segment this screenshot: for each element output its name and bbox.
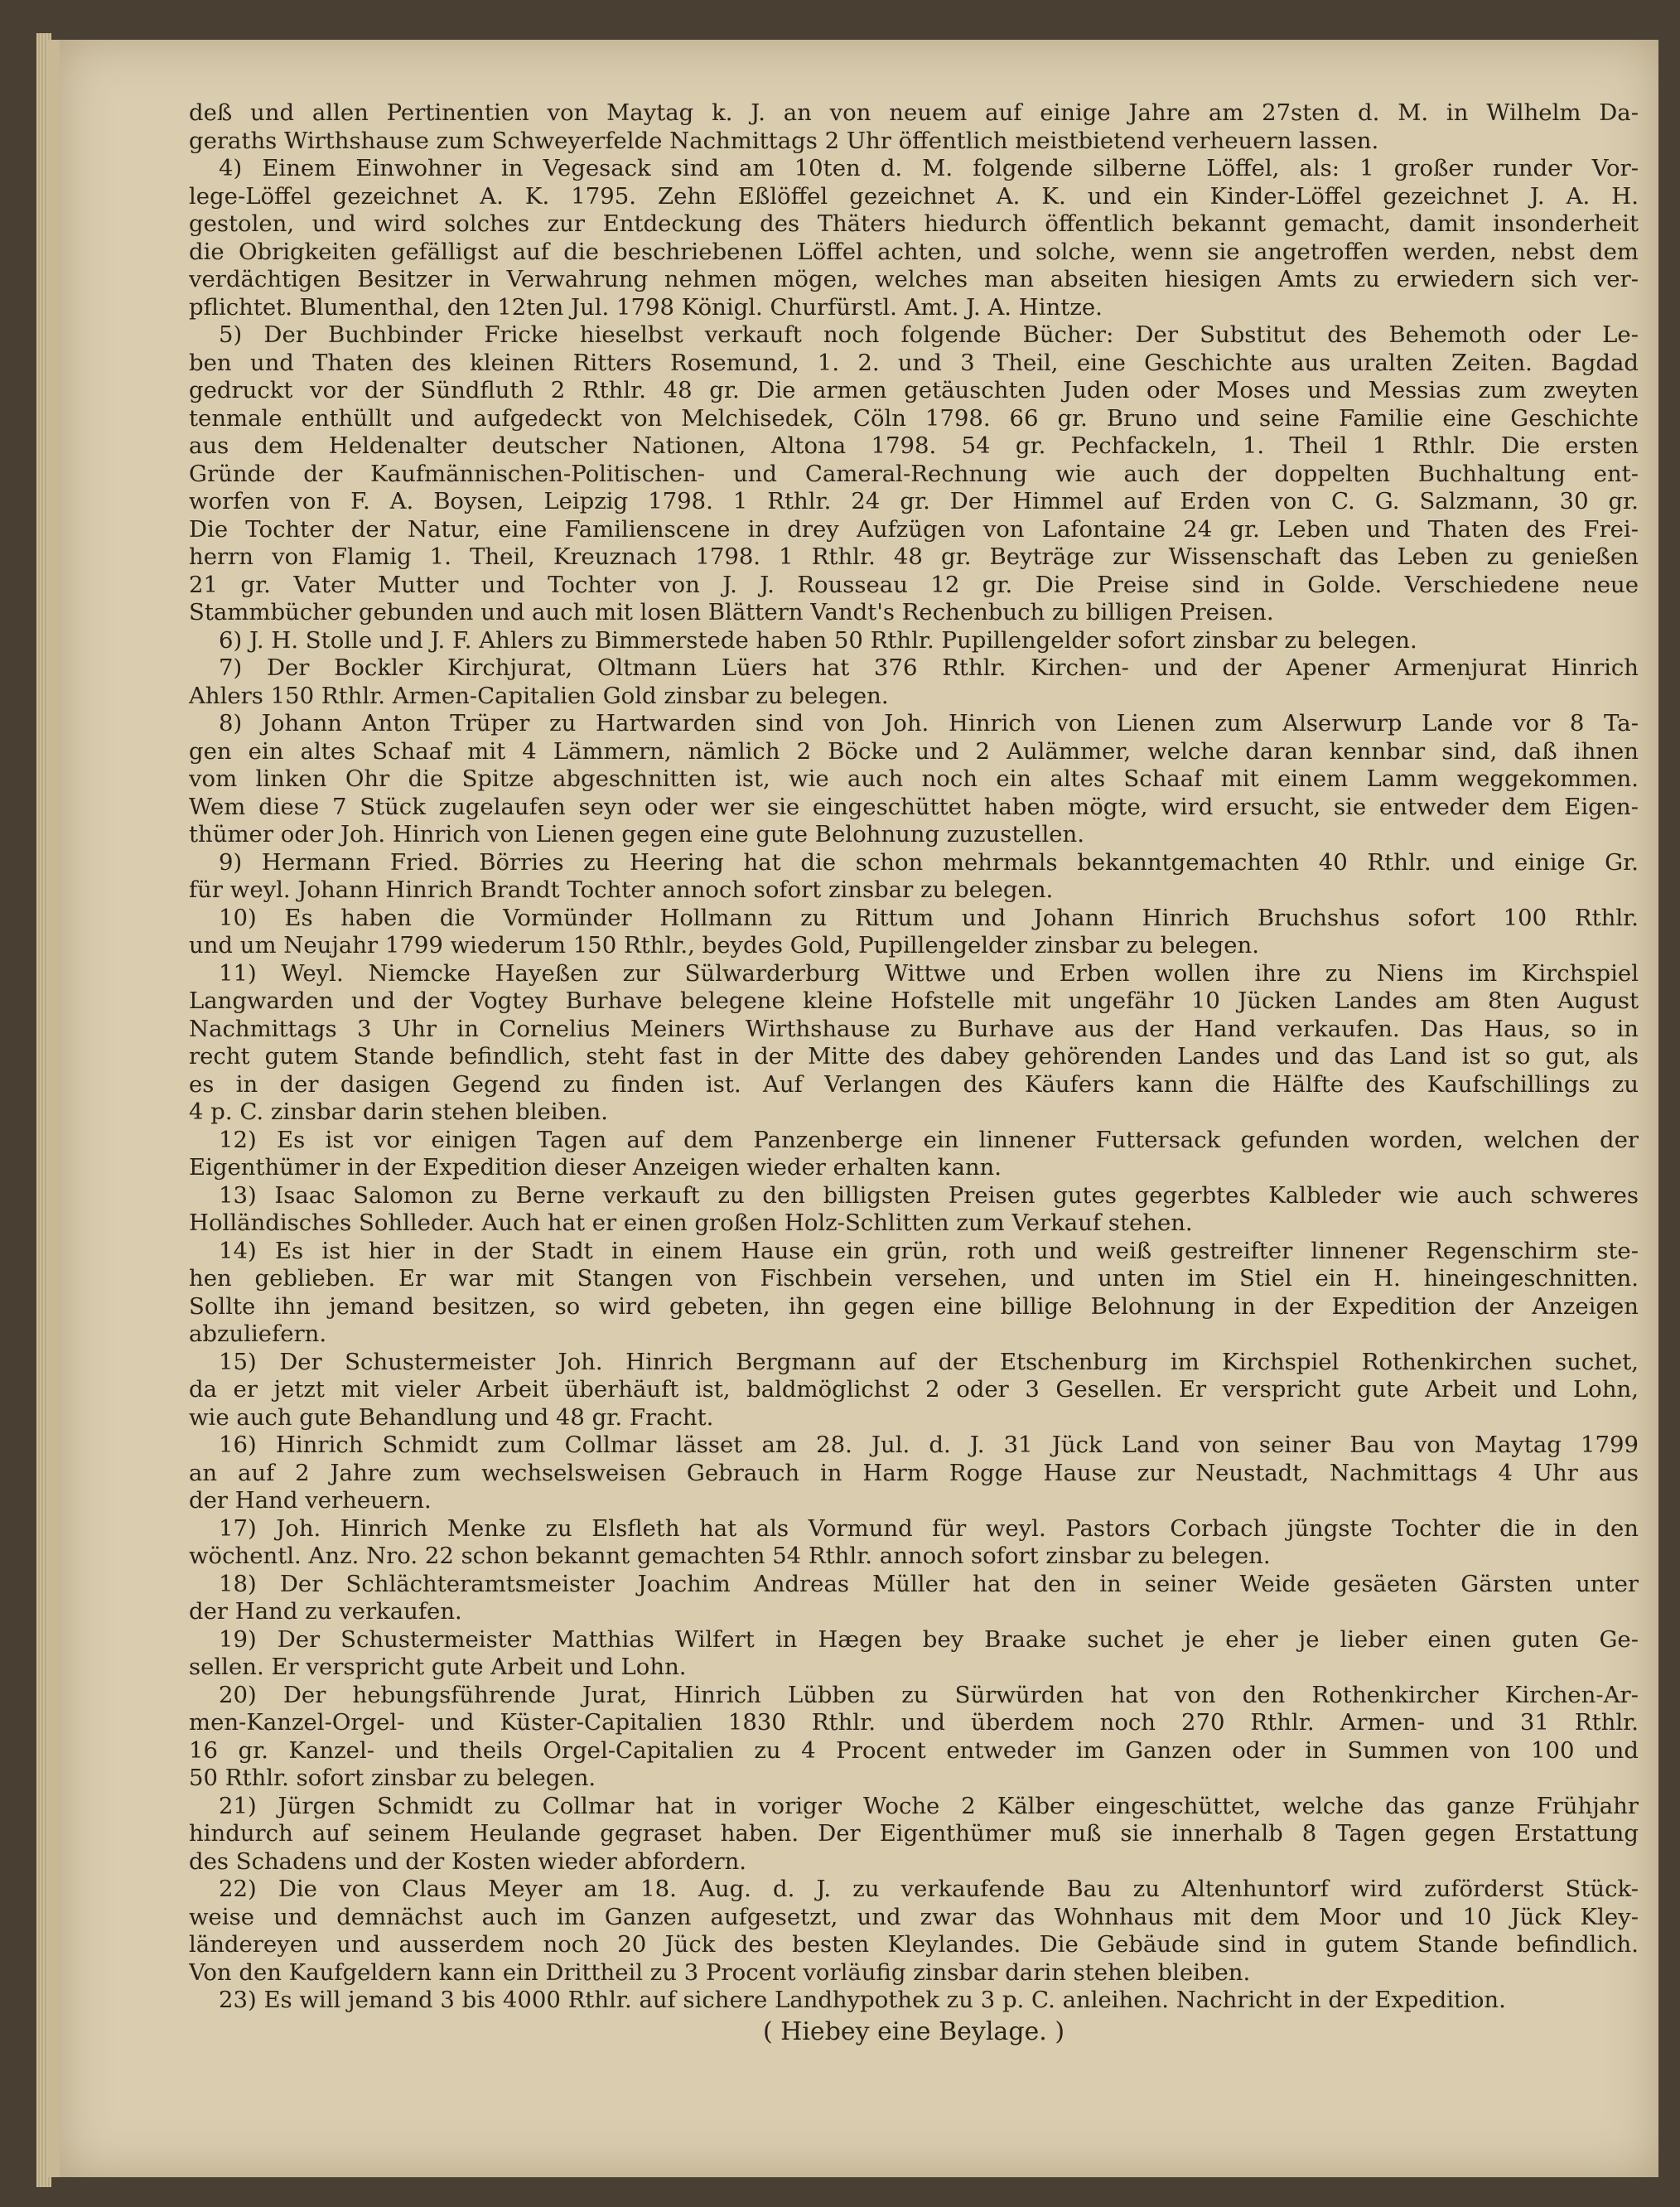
text-line: 6) J. H. Stolle und J. F. Ahlers zu Bimmerstede haben 50 Rthlr. Pupillengelder sofort zinsbar zu belegen. [219,626,1417,654]
text-line: Langwarden und der Vogtey Burhave belegene kleine Hofstelle mit ungefähr 10 Jücken Landes am 8ten August [189,988,1639,1014]
text-line: worfen von F. A. Boysen, Leipzig 1798. 1 Rthlr. 24 gr. Der Himmel auf Erden von C. G. Salzmann, 30 gr. [189,488,1639,514]
notice-paragraph [189,710,1639,849]
notice-paragraph [189,1626,1639,1682]
notice-paragraph [189,905,1639,960]
notice-paragraph [189,99,1639,155]
text-line: 9) Hermann Fried. Börries zu Heering hat die schon mehrmals bekanntgemachten 40 Rthlr. und einige Gr. [219,848,1639,876]
notice-paragraph [189,1987,1639,2015]
notice-paragraph [189,627,1639,655]
text-line: und um Neujahr 1799 wiederum 150 Rthlr., beydes Gold, Pupillengelder zinsbar zu belegen. [189,932,1259,959]
text-line: Sollte ihn jemand besitzen, so wird gebeten, ihn gegen eine billige Belohnung in der Expedition der Anzeigen [189,1292,1639,1320]
text-line: ben und Thaten des kleinen Ritters Rosemund, 1. 2. und 3 Theil, eine Geschichte aus uralten Zeiten. Bagdad [189,349,1639,376]
text-line: men-Kanzel-Orgel- und Küster-Capitalien 1830 Rthlr. und überdem noch 270 Rthlr. Armen- und 31 Rthlr. [189,1709,1639,1736]
notice-paragraph [189,1432,1639,1515]
text-line: verdächtigen Besitzer in Verwahrung nehmen mögen, welches man abseiten hiesigen Amts zu erwiedern sich ver- [189,266,1639,292]
text-line: an auf 2 Jahre zum wechselsweisen Gebrauch in Harm Rogge Hause zur Neustadt, Nachmittags 4 Uhr aus [189,1459,1639,1486]
text-line: aus dem Heldenalter deutscher Nationen, Altona 1798. 54 gr. Pechfackeln, 1. Theil 1 Rthlr. Die ersten [189,432,1639,459]
text-line: 4 p. C. zinsbar darin stehen bleiben. [189,1099,608,1125]
text-line: 7) Der Bockler Kirchjurat, Oltmann Lüers hat 376 Rthlr. Kirchen- und der Apener Armenjurat Hinrich [219,654,1639,681]
text-line: Von den Kaufgeldern kann ein Drittheil zu 3 Procent vorläufig zinsbar darin stehen bleiben. [189,1958,1251,1986]
text-line: Wem diese 7 Stück zugelaufen seyn oder wer sie eingeschüttet haben mögte, wird ersucht, sie entweder dem Eigen- [189,793,1639,820]
notice-paragraph [189,1127,1639,1182]
text-line: vom linken Ohr die Spitze abgeschnitten ist, wie auch noch ein altes Schaaf mit einem Lamm weggekommen. [189,765,1639,792]
text-line: 13) Isaac Salomon zu Berne verkauft zu den billigsten Preisen gutes gegerbtes Kalbleder wie auch schweres [219,1181,1639,1209]
text-line: lege-Löffel gezeichnet A. K. 1795. Zehn Eßlöffel gezeichnet A. K. und ein Kinder-Löffel gezeichnet J. A. H. [189,182,1639,210]
text-line: der Hand verheuern. [189,1487,432,1514]
text-line: Die Tochter der Natur, eine Familienscene in drey Aufzügen von Lafontaine 24 gr. Leben und Thaten des Frei- [189,515,1639,543]
text-line: 22) Die von Claus Meyer am 18. Aug. d. J. zu verkaufende Bau zu Altenhuntorf wird zuförderst Stück- [219,1876,1639,1902]
text-line: 21) Jürgen Schmidt zu Collmar hat in voriger Woche 2 Kälber eingeschüttet, welche das ganze Frühjahr [219,1792,1639,1819]
text-line: ländereyen und ausserdem noch 20 Jück des besten Kleylandes. Die Gebäude sind in gutem Stande befindlich. [189,1931,1639,1958]
text-line: sellen. Er verspricht gute Arbeit und Lohn. [189,1654,687,1680]
text-line: 12) Es ist vor einigen Tagen auf dem Panzenberge ein linnener Futtersack gefunden worden, welchen der [219,1126,1639,1153]
text-line: gen ein altes Schaaf mit 4 Lämmern, nämlich 2 Böcke und 2 Aulämmer, welche daran kennbar sind, daß ihnen [189,737,1639,765]
notice-paragraph [189,321,1639,627]
text-line: gedruckt vor der Sündfluth 2 Rthlr. 48 gr. Die armen getäuschten Juden oder Moses und Messias zum zweyten [189,377,1639,403]
notice-paragraph [189,1515,1639,1571]
text-line: Gründe der Kaufmännischen-Politischen- und Cameral-Rechnung wie auch der doppelten Buchhaltung ent- [189,460,1639,487]
notice-paragraph [189,654,1639,710]
text-line: des Schadens und der Kosten wieder abfordern. [189,1847,747,1875]
notice-paragraph [189,155,1639,321]
notice-paragraph [189,1682,1639,1793]
text-line: 5) Der Buchbinder Fricke hieselbst verkauft noch folgende Bücher: Der Substitut des Behemoth oder Le- [219,321,1639,348]
text-line: 23) Es will jemand 3 bis 4000 Rthlr. auf sichere Landhypothek zu 3 p. C. anleihen. Nachricht in der Expedition. [219,1987,1506,2013]
text-line: 18) Der Schlächteramtsmeister Joachim Andreas Müller hat den in seiner Weide gesäeten Gärsten unter [219,1570,1639,1597]
text-line: wöchentl. Anz. Nro. 22 schon bekannt gemachten 54 Rthlr. annoch sofort zinsbar zu belegen. [189,1543,1271,1569]
text-line: 20) Der hebungsführende Jurat, Hinrich Lübben zu Sürwürden hat von den Rothenkircher Kirchen-Ar- [219,1681,1639,1708]
text-line: 4) Einem Einwohner in Vegesack sind am 10ten d. M. folgende silberne Löffel, als: 1 großer runder Vor- [219,155,1639,181]
text-line: hen geblieben. Er war mit Stangen von Fischbein versehen, und unten im Stiel ein H. hineingeschnitten. [189,1265,1639,1292]
text-line: 16 gr. Kanzel- und theils Orgel-Capitalien zu 4 Procent entweder im Ganzen oder in Summen von 100 und [189,1736,1639,1764]
text-line: der Hand zu verkaufen. [189,1598,462,1625]
text-line: 10) Es haben die Vormünder Hollmann zu Rittum und Johann Hinrich Bruchshus sofort 100 Rthlr. [219,904,1639,931]
text-line: die Obrigkeiten gefälligst auf die beschriebenen Löffel achten, und solche, wenn sie angetroffen werden, nebst dem [189,238,1639,265]
text-line: weise und demnächst auch im Ganzen aufgesetzt, und zwar das Wohnhaus mit dem Moor und 10 Jück Kley- [189,1903,1639,1930]
notice-paragraph [189,849,1639,905]
text-line: 11) Weyl. Niemcke Hayeßen zur Sülwarderburg Wittwe und Erben wollen ihre zu Niens im Kirchspiel [219,959,1639,987]
paragraph-list [189,99,1639,2015]
notice-paragraph [189,1793,1639,1876]
text-line: wie auch gute Behandlung und 48 gr. Fracht. [189,1403,714,1431]
text-line: hindurch auf seinem Heulande gegraset haben. Der Eigenthümer muß sie innerhalb 8 Tagen gegen Erstattung [189,1820,1639,1847]
text-line: pflichtet. Blumenthal, den 12ten Jul. 1798 Königl. Churfürstl. Amt. J. A. Hintze. [189,293,1103,321]
text-line: thümer oder Joh. Hinrich von Lienen gegen eine gute Belohnung zuzustellen. [189,821,1084,848]
text-line: da er jetzt mit vieler Arbeit überhäuft ist, baldmöglichst 2 oder 3 Gesellen. Er verspricht gute Arbeit und Lohn, [189,1376,1639,1403]
page-text [189,99,1639,2045]
notice-paragraph [189,1876,1639,1987]
text-line: für weyl. Johann Hinrich Brandt Tochter annoch sofort zinsbar zu belegen. [189,877,1054,903]
notice-paragraph [189,1182,1639,1238]
notice-paragraph [189,1238,1639,1349]
text-line: Holländisches Sohlleder. Auch hat er einen großen Holz-Schlitten zum Verkauf stehen. [189,1210,1193,1236]
text-line: Eigenthümer in der Expedition dieser Anzeigen wieder erhalten kann. [189,1154,1002,1181]
text-line: recht gutem Stande befindlich, steht fast in der Mitte des dabey gehörenden Landes und das Land ist so gut, als [189,1043,1639,1070]
text-line: Nachmittags 3 Uhr in Cornelius Meiners Wirthshause zu Burhave aus der Hand verkaufen. Das Haus, so in [189,1015,1639,1042]
text-line: Stammbücher gebunden und auch mit losen Blättern Vandt's Rechenbuch zu billigen Preisen. [189,599,1274,625]
text-line: 14) Es ist hier in der Stadt in einem Hause ein grün, roth und weiß gestreifter linnener Regenschirm ste- [219,1237,1639,1264]
text-line: 8) Johann Anton Trüper zu Hartwarden sind von Joh. Hinrich von Lienen zum Alserwurp Lande vor 8 Ta- [219,710,1639,736]
text-line: 16) Hinrich Schmidt zum Collmar lässet am 28. Jul. d. J. 31 Jück Land von seiner Bau von Maytag 1799 [219,1432,1639,1458]
notice-paragraph [189,960,1639,1127]
text-line: 19) Der Schustermeister Matthias Wilfert in Hægen bey Braake suchet je eher je lieber einen guten Ge- [219,1625,1639,1653]
text-line: herrn von Flamig 1. Theil, Kreuznach 1798. 1 Rthlr. 48 gr. Beyträge zur Wissenschaft das Leben zu genießen [189,543,1639,570]
text-line: abzuliefern. [189,1321,327,1347]
text-line: geraths Wirthshause zum Schweyerfelde Nachmittags 2 Uhr öffentlich meistbietend verheuern lassen. [189,127,1379,154]
text-line: 21 gr. Vater Mutter und Tochter von J. J. Rousseau 12 gr. Die Preise sind in Golde. Verschiedene neue [189,571,1639,598]
text-line: 17) Joh. Hinrich Menke zu Elsfleth hat als Vormund für weyl. Pastors Corbach jüngste Tochter die in den [219,1514,1639,1542]
text-line: es in der dasigen Gegend zu finden ist. Auf Verlangen des Käufers kann die Hälfte des Kaufschillings zu [189,1070,1639,1098]
text-line: tenmale enthüllt und aufgedeckt von Melchisedek, Cöln 1798. 66 gr. Bruno und seine Familie eine Geschichte [189,404,1639,432]
notice-paragraph [189,1349,1639,1432]
supplement-note: ( Hiebey eine Beylage. ) [762,2016,1065,2046]
notice-paragraph [189,1571,1639,1626]
text-line: gestolen, und wird solches zur Entdeckung des Thäters hiedurch öffentlich bekannt gemacht, damit insonderheit [189,210,1639,237]
text-line: Ahlers 150 Rthlr. Armen-Capitalien Gold zinsbar zu belegen. [189,682,889,709]
text-line: 50 Rthlr. sofort zinsbar zu belegen. [189,1765,596,1791]
text-line: 15) Der Schustermeister Joh. Hinrich Bergmann auf der Etschenburg im Kirchspiel Rothenkirchen suchet, [219,1348,1639,1375]
text-line: deß und allen Pertinentien von Maytag k. J. an von neuem auf einige Jahre am 27sten d. M. in Wilhelm Da- [189,99,1639,126]
